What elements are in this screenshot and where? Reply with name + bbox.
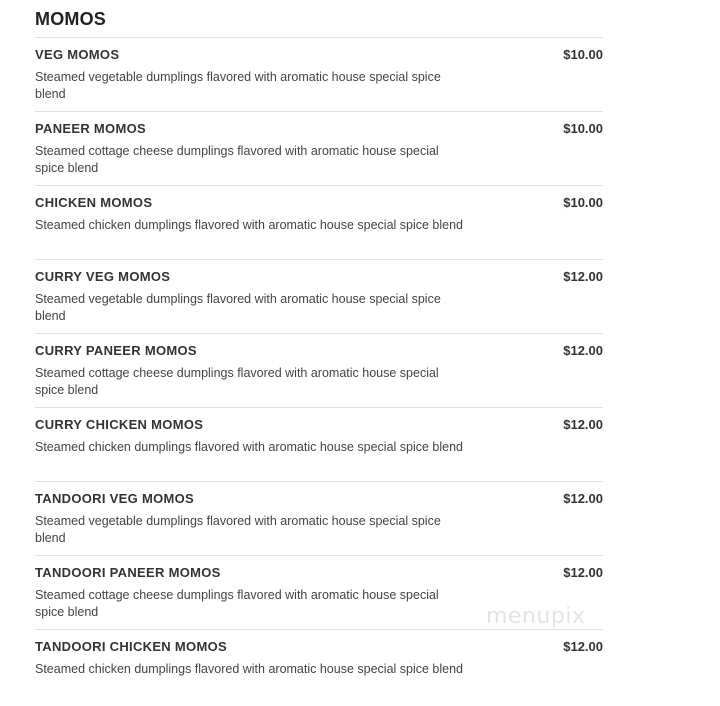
item-description: Steamed cottage cheese dumplings flavored with aromatic house special spice blend [35,366,439,397]
section-title: MOMOS [35,0,603,38]
item-description: Steamed cottage cheese dumplings flavored with aromatic house special spice blend [35,144,439,175]
watermark-logo: menupix [486,604,586,629]
item-description: Steamed vegetable dumplings flavored with aromatic house special spice blend [35,292,441,323]
menu-item [35,556,603,630]
item-description: Steamed chicken dumplings flavored with aromatic house special spice blend [35,218,464,232]
item-description: Steamed vegetable dumplings flavored with aromatic house special spice blend [35,70,441,101]
menu-section [35,0,603,703]
item-price: $10.00 [563,47,603,62]
item-description: Steamed cottage cheese dumplings flavored with aromatic house special spice blend [35,588,439,619]
item-name: CURRY CHICKEN MOMOS [35,417,204,432]
item-price: $12.00 [563,417,603,432]
item-description: Steamed chicken dumplings flavored with aromatic house special spice blend [35,662,464,676]
item-price: $10.00 [563,121,603,136]
menu-item [35,260,603,334]
item-price: $12.00 [563,639,603,654]
menu-item [35,38,603,112]
menu-item [35,112,603,186]
item-price: $12.00 [563,269,603,284]
item-description: Steamed vegetable dumplings flavored with aromatic house special spice blend [35,514,441,545]
item-name: CURRY VEG MOMOS [35,269,171,284]
menu-item [35,630,603,703]
item-price: $10.00 [563,195,603,210]
menu-item [35,482,603,556]
item-name: TANDOORI PANEER MOMOS [35,565,221,580]
item-name: VEG MOMOS [35,47,120,62]
item-name: TANDOORI VEG MOMOS [35,491,194,506]
item-description: Steamed chicken dumplings flavored with aromatic house special spice blend [35,440,464,454]
menu-item [35,408,603,482]
item-price: $12.00 [563,491,603,506]
item-name: CHICKEN MOMOS [35,195,153,210]
item-name: PANEER MOMOS [35,121,146,136]
item-name: TANDOORI CHICKEN MOMOS [35,639,227,654]
item-name: CURRY PANEER MOMOS [35,343,197,358]
item-price: $12.00 [563,343,603,358]
item-price: $12.00 [563,565,603,580]
menu-item [35,334,603,408]
menu-item [35,186,603,260]
